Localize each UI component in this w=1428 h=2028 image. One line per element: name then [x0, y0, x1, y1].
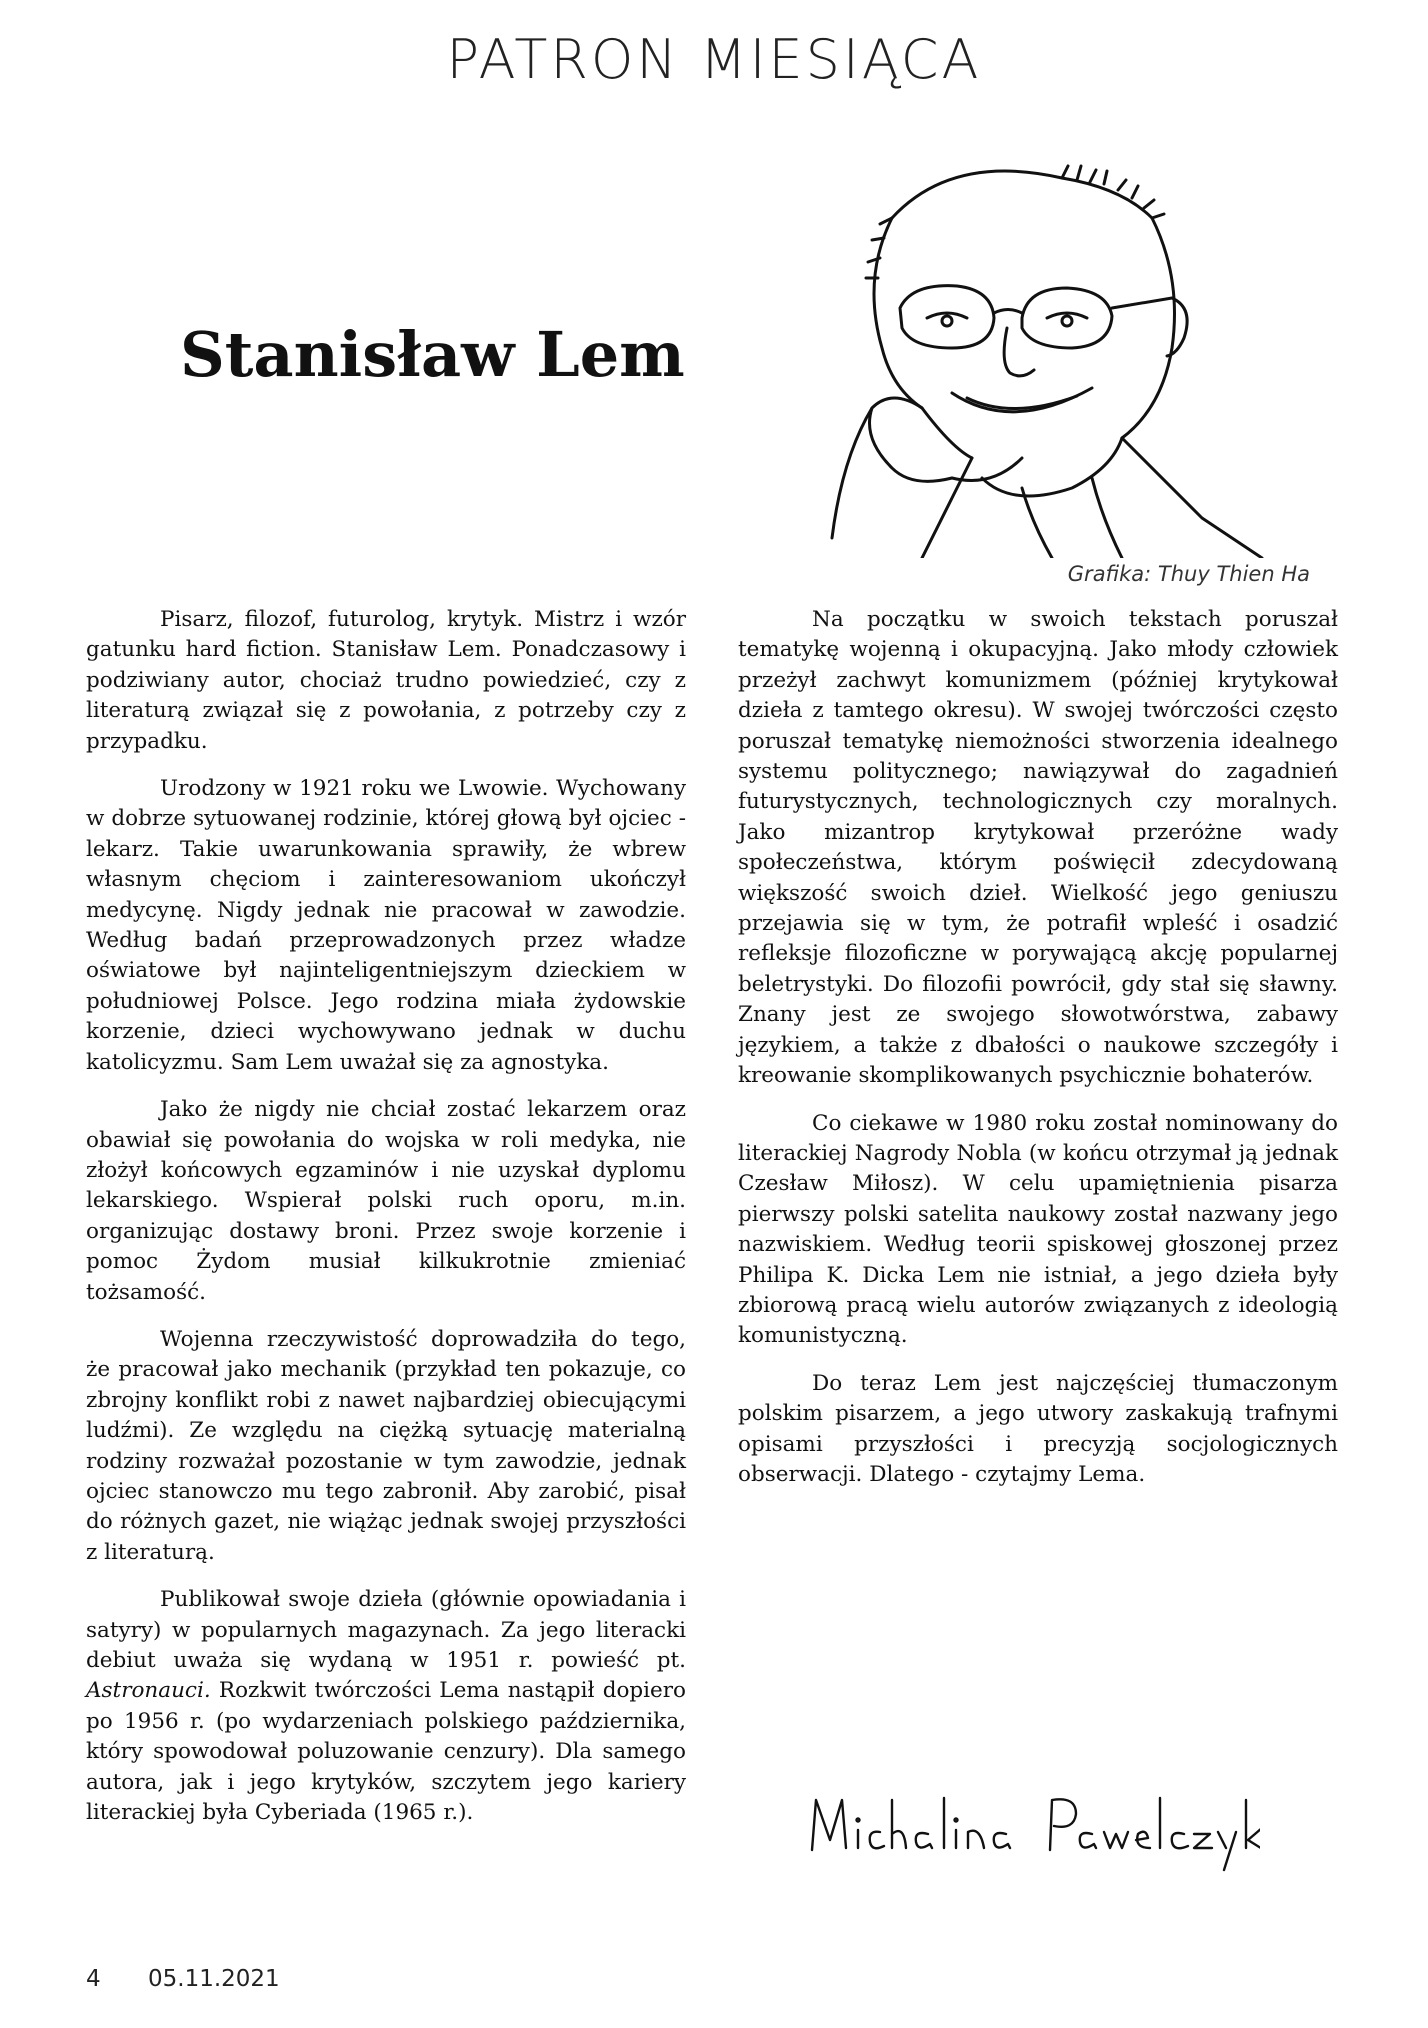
paragraph-text: Rozkwit twórczości Lema nastąpił dopiero po 1956 r. (po wydarzeniach polskiego października, który spowodował poluzowanie cenzury). Dla samego autora, jak i jego krytyków, szczytem jego kariery literackiej była Cyberiada (1965 r.).: [86, 1678, 686, 1826]
article-title: Stanisław Lem: [180, 318, 685, 391]
paragraph-text: Publikował swoje dzieła (głównie opowiadania i satyry) w popularnych magazynach. Za jego literacki debiut uważa się wydaną w 1951 r. powieść pt.: [86, 1587, 686, 1673]
book-title: Astronauci.: [86, 1678, 211, 1704]
left-column: [86, 605, 686, 1845]
paragraph: Na początku w swoich tekstach poruszał tematykę wojenną i okupacyjną. Jako młody człowiek przeżył zachwyt komunizmem (później krytykował dzieła z tamtego okresu). W swojej twórczości często poruszał tematykę niemożności stworzenia idealnego systemu politycznego; nawiązywał do zagadnień futurystycznych, technologicznych czy moralnych. Jako mizantrop krytykował przeróżne wady społeczeństwa, którym poświęcił zdecydowaną większość swoich dzieł. Wielkość jego geniuszu przejawia się w tym, że potrafił wpleść i osadzić refleksje filozoficzne w porywającą akcję popularnej beletrystyki. Do filozofii powrócił, gdy stał się sławny. Znany jest ze swojego słowotwórstwa, zabawy językiem, a także z dbałości o naukowe szczegóły i kreowanie skomplikowanych psychicznie bohaterów.: [738, 607, 1338, 1089]
paragraph: Co ciekawe w 1980 roku został nominowany do literackiej Nagrody Nobla (w końcu otrzymał ją jednak Czesław Miłosz). W celu upamiętnienia pisarza pierwszy polski satelita naukowy został nazwany jego nazwiskiem. Według teorii spiskowej głoszonej przez Philipa K. Dicka Lem nie istniał, a jego dzieła były zbiorową pracą wielu autorów związanych z ideologią komunistyczną.: [738, 1110, 1338, 1349]
issue-date: 05.11.2021: [148, 1966, 280, 1992]
page-footer: [86, 1966, 280, 1992]
paragraph: Jako że nigdy nie chciał zostać lekarzem oraz obawiał się powołania do wojska w roli medyka, nie złożył końcowych egzaminów i nie uzyskał dyplomu lekarskiego. Wspierał polski ruch oporu, m.in. organizując dostawy broni. Przez swoje korzenie i pomoc Żydom musiał kilkukrotnie zmieniać tożsamość.: [86, 1097, 686, 1305]
image-credit: Grafika: Thuy Thien Ha: [1067, 562, 1310, 586]
section-header: PATRON MIESIĄCA: [446, 28, 982, 91]
paragraph: Wojenna rzeczywistość doprowadziła do tego, że pracował jako mechanik (przykład ten pokazuje, co zbrojny konflikt robi z nawet najbardziej obiecującymi ludźmi). Ze względu na ciężką sytuację materialną rodziny rozważał pozostanie w tym zawodzie, jednak ojciec stanowczo mu tego zabronił. Aby zarobić, pisał do różnych gazet, nie wiążąc jednak swojej przyszłości z literaturą.: [86, 1326, 686, 1565]
paragraph: Pisarz, filozof, futurolog, krytyk. Mistrz i wzór gatunku hard fiction. Stanisław Lem. Ponadczasowy i podziwiany autor, chociaż trudno powiedzieć, czy z literaturą związał się z powołania, z potrzeby czy z przypadku.: [86, 607, 686, 754]
author-signature: [800, 1770, 1260, 1880]
portrait-illustration: [822, 158, 1292, 558]
paragraph: Do teraz Lem jest najczęściej tłumaczonym polskim pisarzem, a jego utwory zaskakują trafnymi opisami przyszłości i precyzją socjologicznych obserwacji. Dlatego - czytajmy Lema.: [738, 1370, 1338, 1487]
page-number: 4: [86, 1966, 101, 1992]
paragraph: [86, 1585, 686, 1828]
paragraph: Urodzony w 1921 roku we Lwowie. Wychowany w dobrze sytuowanej rodzinie, której głową był ojciec - lekarz. Takie uwarunkowania sprawiły, że wbrew własnym chęciom i zainteresowaniom ukończył medycynę. Nigdy jednak nie pracował w zawodzie. Według badań przeprowadzonych przez władze oświatowe był najinteligentniejszym dzieckiem w południowej Polsce. Jego rodzina miała żydowskie korzenie, dzieci wychowywano jednak w duchu katolicyzmu. Sam Lem uważał się za agnostyka.: [86, 776, 686, 1075]
right-column: [738, 605, 1338, 1507]
